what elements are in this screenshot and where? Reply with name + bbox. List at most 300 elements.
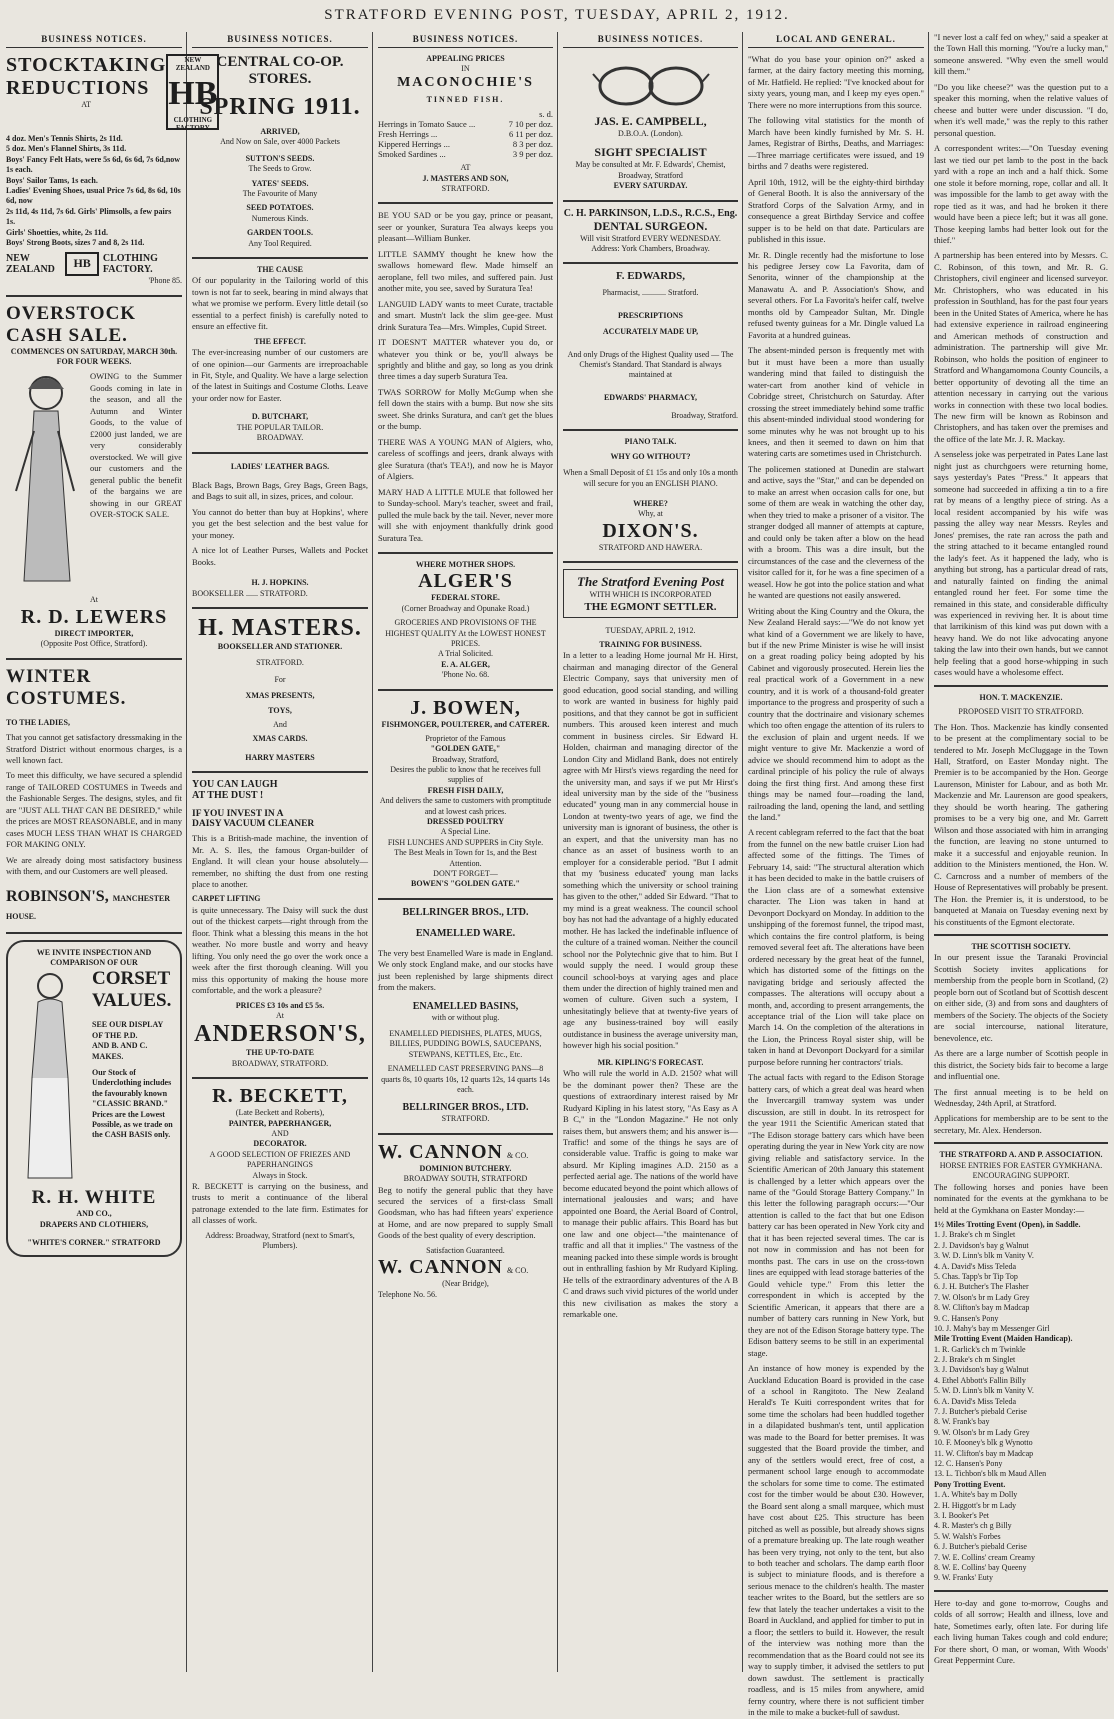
ad-title: TINNED FISH. [426, 94, 505, 104]
fish-item: Herrings in Tomato Sauce ... [378, 119, 476, 130]
ad-text: May be consulted at Mr. F. Edwards', Chemist, Broadway, Stratford [575, 160, 726, 180]
entry-item: 7. W. E. Collins' cream Creamy [934, 1552, 1035, 1562]
ad-text: Numerous Kinds. [251, 213, 309, 223]
article-subheading: PROPOSED VISIT TO STRATFORD. [958, 707, 1084, 717]
merchant-name: J. MASTERS AND SON, [422, 173, 509, 183]
entry-item: 2. H. Higgott's br m Lady [934, 1500, 1017, 1510]
fish-price: 6 11 per doz. [508, 129, 553, 140]
fish-item: Kippered Herrings ... [378, 139, 450, 150]
article-body: The first annual meeting is to be held on Wednesday, 24th April, at Stratford. [934, 1086, 1108, 1109]
ad-text: HARRY MASTERS [245, 752, 315, 762]
entry-item: 5. Chas. Tapp's br Tip Top [934, 1271, 1018, 1281]
ad-body: You cannot do better than buy at Hopkins', where you get the best selection and the best value for your money. [192, 506, 368, 540]
news-item: The policemen stationed at Dunedin are stalwart and active, says the "Star," and can be depended on to make an arrest when occasion calls for one, but some of them are weak in watching the other day, when they tried to make a prisoner of a visitor. The stranger dodged all manner of attempts at capture, and could only be taken after a blow on the head with a broom. This was a dire insult, but the circumstances of the case and the cleverness of the visitor called for it, for he was a fine specimen of a weasel. How he got into the police station and what he wanted are questions not easily answered. [748, 463, 924, 601]
ad-text: A Special Line. [440, 827, 491, 837]
entry-item: 6. J. Butcher's piebald Cerise [934, 1542, 1027, 1552]
ad-text: THE POPULAR TAILOR. [236, 422, 324, 432]
ad-text: BROADWAY, STRATFORD. [231, 1058, 329, 1068]
column-rule [372, 32, 373, 1672]
ad-body: And only Drugs of the Highest Quality used — The Chemist's Standard. That Standard is always maintained at [567, 349, 734, 380]
ad-subtitle: THE CAUSE [256, 264, 303, 274]
ad-text: WITH WHICH IS INCORPORATED [589, 590, 712, 600]
ad-subtitle: CARPET LIFTING [192, 894, 261, 904]
ad-text: STRATFORD AND HAWERA. [598, 542, 703, 552]
entry-item: 1. R. Garlick's ch m Twinkle [934, 1344, 1026, 1354]
price-header: s. d. [539, 109, 553, 120]
entry-item: 13. L. Tichbon's blk m Maud Allen [934, 1469, 1047, 1479]
merchant-name: H. J. HOPKINS. [251, 578, 309, 588]
entry-item: 11. W. Clifton's bay m Madcap [934, 1448, 1034, 1458]
ad-title: STOCKTAKING [6, 54, 167, 76]
ad-text: ACCURATELY MADE UP, [602, 327, 699, 337]
ad-body: THERE WAS A YOUNG MAN of Algiers, who, careless of scoffings and jeers, drank always with glee Suratura (that's TEA!), and now he is Mayor of Algiers. [378, 436, 553, 482]
article-subheading: HORSE ENTRIES FOR EASTER GYMKHANA. [939, 1160, 1103, 1170]
ad-body: This is a British-made machine, the invention of Mr. A. S. Iles, the famous Organ-builder of England. It will clean your house absolutely—remember, no shifting the dust from one resting place to another. [192, 833, 368, 889]
ad-body: Black Bags, Brown Bags, Grey Bags, Green Bags, and Bags to suit all, in sizes, prices, and colour. [192, 479, 368, 502]
corset-ad [6, 940, 182, 1257]
ad-text: SUTTON'S SEEDS. [245, 153, 315, 163]
list-item: Girls' Shoetties, white, 2s 11d. [6, 227, 109, 237]
news-item: Writing about the King Country and the Okura, the New Zealand Herald says:—"We do not know yet what kind of a Government we are likely to have, but if the new Prime Minister is wise he will insist on a great roading policy being adopted by his Cabinet and vigorously prosecuted. Herein lies the real practical work of a Government in a new country, and it is work of a thousand-fold greater importance to the progress and prosperity of such a country that the doctrinaire and visionary schemes which too often engage the attention of its rulers to the exclusion of plain and urgent needs. If we might venture to give Mr. Mackenzie a word of advice we should recommend him to adopt as the cardinal principle of his policy the rule of always doing the first thing first. And among these first things may be named four—roading the land, railroading the land, opening the land, and settling the land." [748, 605, 924, 822]
ad-text: SEE OUR DISPLAY OF THE P.D. [92, 1020, 163, 1040]
ad-text: STRATFORD. [441, 1114, 490, 1124]
ad-text: At [276, 1011, 284, 1020]
column-2 [188, 32, 372, 1672]
merchant-name: D. BUTCHART, [251, 412, 309, 422]
paper-nameplate [563, 569, 738, 617]
central-stores-ad [192, 54, 368, 249]
piano-ad [563, 437, 738, 553]
list-item: Ladies' Evening Shoes, usual Price 7s 6d, 8s 6d, 10s 6d, now [6, 185, 181, 206]
ad-text: GROCERIES AND PROVISIONS OF THE HIGHEST QUALITY At the LOWEST HONEST PRICES. [385, 618, 546, 648]
ad-text: PAINTER, PAPERHANGER, [228, 1118, 332, 1128]
ad-title: SIGHT SPECIALIST [594, 145, 707, 160]
ad-text: DRESSED POULTRY [427, 817, 504, 827]
section-heading: BUSINESS NOTICES. [563, 32, 738, 48]
ad-text: & CO. [506, 1150, 529, 1160]
ad-text: CLOTHING FACTORY. [102, 253, 158, 276]
ad-text: WHERE? [633, 499, 668, 509]
list-item: 2s 11d, 4s 11d, 7s 6d. Girls' Plimsolls, a few pairs 1s. [6, 206, 172, 227]
news-item: "I never lost a calf fed on whey," said a speaker at the Town Hall this morning. "You're a lucky man," someone answered. "Why even the smell would kill them." [934, 32, 1108, 77]
ad-text: AT [81, 100, 92, 109]
article-body: In our present issue the Taranaki Provincial Scottish Society invites applications for membership from the people born in Scotland, (2) people born out of Scotland but of Scottish descent on either side, (3) and from sons and daughters of members of the Society. The objects of the Society are social intercourse, national literature, benevolence, etc. [934, 952, 1108, 1043]
entries-list [934, 1490, 1108, 1584]
ad-text: BROADWAY SOUTH, STRATFORD [403, 1174, 528, 1184]
ad-text: Any Tool Required. [248, 238, 312, 248]
entry-item: 3. I. Booker's Pet [934, 1510, 989, 1520]
column-1 [2, 32, 218, 1672]
entry-item: 2. J. Brake's ch m Singlet [934, 1355, 1016, 1365]
ad-body: The very best Enamelled Ware is made in England. We only stock England make, and our stocks have just been replenished by large shipments direct from the makers. [378, 947, 553, 993]
beckett-ad [192, 1085, 368, 1251]
article-body: The Hon. Thos. Mackenzie has kindly consented to be present at the complimentary social to be tendered to Mr. Joseph McCluggage in the Town Hall, Stratford, on Easter Monday night. The Premier is to be accompanied by the Hon. George Laurenson, Minister for Labour, and as both Mr. Mackenzie and Mr. Laurenson are good speakers, they should be worth hearing. The gathering promises to be a very big one, and Mr. Garrett Wilson and those associated with him in arranging the function, are leaving no stone unturned to make it a successful and enjoyable reunion. In addition to the Ministers mentioned, the Hon. W. C. Carncross and a number of members of the House of Representatives will probably be present. The Hon. the Premier is, it is understood, to be banqueted at Manaia on Tuesday evening next by his constituents of the Egmont electorate. [934, 721, 1108, 927]
merchant-name: JAS. E. CAMPBELL, [594, 114, 707, 128]
fish-item: Smoked Sardines ... [378, 149, 446, 160]
ad-title: CENTRAL CO-OP. STORES. [216, 54, 344, 87]
merchant-name: F. EDWARDS, [616, 270, 685, 283]
entry-item: 3. W. D. Linn's blk m Vanity V. [934, 1251, 1034, 1261]
ad-text: The Seeds to Grow. [248, 164, 312, 174]
ad-text: A GOOD SELECTION OF FRIEZES AND PAPERHANGINGS [209, 1149, 351, 1170]
logo-text: NEW ZEALAND [175, 56, 210, 72]
ad-text: EVERY SATURDAY. [613, 181, 688, 191]
advert-verse: Here to-day and gone to-morrow, Coughs and colds of all sorrow; Health and illness, love and hate, Sometimes early, often late. For during life each living human Takes cough and cold endure; For there short, O man, or woman, With Woods' Great Peppermint Cure. [934, 1597, 1108, 1666]
article-heading: HON. T. MACKENZIE. [979, 692, 1063, 702]
tailor-ad [192, 265, 368, 444]
news-item: "What do you base your opinion on?" asked a farmer, at the dairy factory meeting this morning, of Mr. Hatfield. He replied: "I've knocked about for sixty years, young man, and I keep my eyes open." There were no more interruptions from this source. [748, 54, 924, 110]
merchant-name: DIXON'S. [602, 519, 699, 542]
ad-text: & CO. [506, 1266, 529, 1276]
masters-ad [192, 615, 368, 763]
phone: Telephone No. 56. [378, 1289, 437, 1299]
suratura-ads [378, 210, 553, 544]
woman-illustration [6, 371, 84, 591]
merchant-name: R. H. WHITE [31, 1187, 157, 1209]
merchant-name: H. MASTERS. [198, 615, 362, 641]
ad-text: AND CO., [76, 1209, 112, 1219]
column-5 [744, 32, 928, 1718]
ad-text: NEW ZEALAND [6, 253, 55, 276]
news-item: A senseless joke was perpetrated in Pates Lane last night just as churchgoers were returning home, says yesterday's Pates "Press." It appears that someone had succeeded in affixing a tin to a fire rat by means of a lengthy piece of string. As a local resident accompanied by his wife was passing the alley way near Messrs. Reyles and Jones' premises, the rate ran across the path and the string attached to it became entangled round the lady's feet. As it happened the lady, who is anything but strong, has a particular dread of rats, and naturally fainted on finding the animal entangled round her feet. For some time the remained in this state, and considerable difficulty was experienced in reviving her. It is about time that larrikinism of this kind was put down with a heavy hand. We do not like advocating anyone taking the law into their own hands, but we cannot help feeling that a good horse-whipping in such cases would have a wholesome effect. [934, 449, 1108, 678]
entry-item: 9. C. Hansen's Pony [934, 1313, 999, 1323]
ad-body: OWING to the Summer Goods coming in late in the season, and all the Autumn and Winter Goods, to the value of £2000 just landed, we are very considerably overstocked. We will give our customers and the general public the benefit of the bargains we are showing in our GREAT OVER-STOCK SALE. [90, 371, 182, 520]
ad-text: (Opposite Post Office, Stratford). [40, 639, 148, 649]
section-heading: BUSINESS NOTICES. [192, 32, 368, 48]
section-heading: LOCAL AND GENERAL. [748, 32, 924, 48]
column-3 [374, 32, 557, 1672]
ad-text: "WHITE'S CORNER." STRATFORD [27, 1238, 161, 1248]
article-heading: THE STRATFORD A. AND P. ASSOCIATION. [939, 1150, 1103, 1160]
ad-body: When a Small Deposit of £1 15s and only 10s a month will secure for you an ENGLISH PIANO. [563, 468, 738, 488]
entry-item: 8. W. Clifton's bay m Madcap [934, 1303, 1030, 1313]
leather-bags-ad [192, 462, 368, 599]
column-6 [930, 32, 1112, 1672]
bellringer-ad [378, 906, 553, 1125]
column-rule [557, 32, 558, 1672]
entries-list [934, 1345, 1108, 1480]
entry-item: 8. W. Frank's bay [934, 1417, 990, 1427]
ad-title: DAISY VACUUM CLEANER [192, 819, 315, 830]
ad-text: FEDERAL STORE. [431, 593, 500, 603]
merchant-name: R. D. LEWERS [20, 605, 168, 628]
ad-title: VALUES. [92, 990, 172, 1012]
column-rule [186, 32, 187, 1672]
ad-text: BROADWAY. [256, 433, 304, 443]
entry-item: 5. W. D. Linn's blk m Vanity V. [934, 1386, 1034, 1396]
masthead: STRATFORD EVENING POST, TUESDAY, APRIL 2, 1912. [324, 7, 790, 23]
list-item: Boys' Strong Boots, sizes 7 and 8, 2s 11d. [6, 237, 145, 247]
ad-title: WINTER COSTUMES. [6, 665, 127, 709]
ad-text: AND [271, 1128, 289, 1138]
entry-item: 7. J. Butcher's piebald Cerise [934, 1407, 1027, 1417]
ad-text: Will visit Stratford EVERY WEDNESDAY. [580, 233, 721, 243]
ad-body: Of our popularity in the Tailoring world of this town is not far to seek, bearing in mind always that what we promise we perform. Every little detail (so essential to a perfect finish) is carefully noted to ensure an effective fit. [192, 275, 368, 332]
ad-text: SEED POTATOES. [246, 203, 314, 213]
ad-text: The Favourite of Many [242, 188, 318, 198]
ad-text: DIRECT IMPORTER, [54, 628, 134, 638]
ad-body: That you cannot get satisfactory dressmaking in the Stratford District without enormous charges, is a well known fact. [6, 732, 182, 765]
ad-text: DECORATOR. [253, 1139, 307, 1149]
article-subheading: ENCOURAGING SUPPORT. [972, 1171, 1070, 1181]
vacuum-ad [192, 779, 368, 1069]
news-item: The following vital statistics for the month of March have been kindly furnished by Mr. S. H. James, Registrar of Births, Deaths, and Marriages:—Three marriage certificates were issued, and 19 births and 7 deaths were registered. [748, 115, 924, 172]
ad-text: GARDEN TOOLS. [247, 228, 313, 238]
article-heading: MR. KIPLING'S FORECAST. [597, 1057, 704, 1067]
list-item: Boys' Sailor Tams, 1s each. [6, 175, 98, 185]
ad-text: A Trial Solicited. [438, 649, 493, 659]
maconochie-ad [378, 54, 553, 194]
article-body: Who will rule the world in A.D. 2150? what will be the dominant power then? These are the questions of extraordinary interest raised by Mr Rudyard Kipling in his latest story, "As Easy as A B C," in the "London Magazine." He not only raises them, but answers them; and his answer is—Traffic! and some of the things he says are of considerable value. Traffic is going to make war absurd. Mr Kipling imagines A.D. 2150 as a perfected aerial age. The nations of the world have become educated beyond the point which allows of international jealousies and wars; and have appointed one Board, the Aerial Board of Control, to manage their public affairs. This Board has but one law and one object—"the maintenance of traffic and all that it implies." The vastness of the meaning packed into these simple words is brought out in enthralling fashion by Mr Rudyard Kipling. He tells of the extraordinary adventures of the A B C and draws such vivid pictures of the world under this new civilisation as makes the story a remarkable one. [563, 1068, 738, 1320]
campbell-ad [563, 54, 738, 192]
ad-text: Proprietor of the Famous [425, 733, 506, 743]
ad-body: The ever-increasing number of our customers are of one opinion—our Garments are irreproachable in Fit, Style, and Quality. We have a large selection of the latest in Suitings and Costume Cloths. Leave your order now for Easter. [192, 347, 368, 403]
list-item: 4 doz. Men's Tennis Shirts, 2s 11d. [6, 134, 123, 143]
article-body: In a letter to a leading Home journal Mr H. Hirst, chairman and managing director of the General Electric Company, says that university men of good education, good social standing, and willing to work are wanted in business for highly paid positions, and that they cannot be got in sufficient numbers. This aroused keen interest and much comment in business circles. Sir Edward H. Holden, chairman and managing director of the London City and Midland Bank, does not entirely agree with Mr Hirst's views regarding the need for the university man, and says if we put Mr Hirst's ideal university man by the side of the "business educated" young man in any commercial house in London at twenty-two years of age, we find the university man is ignorant of business, the other is an expert, and that the university man has no chance as an asset of business worth to an employer for a considerable period. "But I admit that my 'business educated' young man lacks something which the university or school training has given to the other," added Sir Edward. "That to my mind is a great weakness. The council school boy has not had the advantage of a highly educated mother. He has lacked the indefinable influence of the culture of a trained woman. Neither the council school nor the Polytechnic give that to him. But I would supply the need. I would group these council school-boys at varying ages and place them under the direction of highly trained men and women of culture. Given such a system, I unhesitatingly believe that at twenty-five years of age any business-trained boy will easily outdistance in business the average university man, however high his social position." [563, 650, 738, 1051]
ad-text: DOMINION BUTCHERY. [419, 1163, 512, 1173]
ad-text: THE EGMONT SETTLER. [584, 600, 717, 613]
ad-body: LANGUID LADY wants to meet Curate, tractable and smart. Mustn't lack the slim gee-gee. Must drink Suratura Tea—Mrs. Wimples, Cupid Street. [378, 298, 553, 332]
dental-ad [563, 208, 738, 255]
ad-text: Always in Stock. [252, 1170, 308, 1180]
ad-subtitle: COMMENCES ON SATURDAY, MARCH 30th. [10, 346, 178, 356]
overstock-ad [6, 303, 182, 650]
column-4 [559, 32, 742, 1672]
ad-title: AT THE DUST ! [192, 790, 264, 802]
article-body: The following horses and ponies have been nominated for the events at the gymkhana to be held at the Gymkhana on Easter Monday:— [934, 1181, 1108, 1215]
ad-text: with or without plug. [431, 1012, 500, 1022]
entry-item: 4. Ethel Abbott's Fallin Billy [934, 1375, 1026, 1385]
column-rule [742, 32, 743, 1672]
entry-item: 10. F. Mooney's blk g Wynotto [934, 1438, 1033, 1448]
fish-price: 3 9 per doz. [512, 149, 553, 160]
merchant-name: C. H. PARKINSON, L.D.S., R.C.S., Eng. [563, 207, 738, 219]
edwards-ad [563, 270, 738, 421]
ad-text: For [274, 674, 286, 684]
ad-body: is quite unnecessary. The Daisy will suck the dust out of the thickest carpets—right through from the floor. Think what a blessing this means in the hot weather. No more bustle and worry and heavy lifting. You only need the go over the work once a week after the first thorough cleaning. Will you miss this opportunity of making the house more comfortable, and the work a pleasure? [192, 904, 368, 996]
ad-text: APPEALING PRICES [426, 54, 505, 63]
ad-body: We are already doing most satisfactory business with them, and our Customers are well pleased. [6, 854, 182, 877]
ad-text: MANCHESTER HOUSE. [6, 893, 171, 921]
entries-list [934, 1230, 1108, 1334]
ad-body: R. BECKETT is carrying on the business, and trusts to merit a continuance of the liberal patronage extended to the late firm. Estimates for all classes of work. [192, 1180, 368, 1226]
ad-title: ENAMELLED BASINS, [412, 1000, 519, 1012]
article-heading: THE SCOTTISH SOCIETY. [971, 942, 1071, 951]
article-body: Applications for membership are to be sent to the secretary, Mr. Alex. Henderson. [934, 1113, 1108, 1135]
ad-text: Pharmacist, ............ Stratford. [602, 288, 699, 298]
entry-item: 10. J. Mahy's bay m Messenger Girl [934, 1323, 1050, 1333]
ad-title: REDUCTIONS [6, 77, 150, 99]
fish-price: 8 3 per doz. [512, 139, 553, 150]
ad-text: IN [461, 64, 470, 74]
ad-text: (Late Beckett and Roberts), [235, 1108, 325, 1118]
corset-illustration [14, 968, 86, 1183]
ad-text: And Now on Sale, over 4000 Packets [220, 137, 340, 147]
ad-text: BOOKSELLER AND STATIONER. [217, 642, 343, 651]
ad-text: FISH LUNCHES AND SUPPERS in City Style. [387, 837, 544, 847]
section-heading: BUSINESS NOTICES. [378, 32, 553, 48]
ad-title: LADIES' LEATHER BAGS. [230, 461, 330, 471]
news-item: A correspondent writes:—"On Tuesday evening last we tied our pet lamb to the post in the back yard with a rope an inch and a half thick. Some one stole it before morning, rope, collar and all. It was impossible for the lamb to get away with the rope tied as it was, and had he broken it there would have been a piece left; but it was all gone. Those keeping lambs had better look out for the thief." [934, 143, 1108, 245]
entry-item: 6. J. H. Butcher's The Flasher [934, 1282, 1029, 1292]
ad-text: ENAMELLED PIEDISHES, PLATES, MUGS, BILLIES, PUDDING BOWLS, SAUCEPANS, STEWPANS, KETTLES, Etc., Etc. [389, 1029, 542, 1059]
ad-subtitle: WHY GO WITHOUT? [610, 451, 691, 461]
entry-item: 6. A. David's Miss Teleda [934, 1396, 1017, 1406]
entry-item: 4. R. Master's ch g Billy [934, 1521, 1012, 1531]
ad-text: DRAPERS AND CLOTHIERS, [39, 1219, 149, 1229]
ad-text: Broadway, Stratford. [671, 411, 738, 421]
ad-text: The Best Meals in Town for 1s, and the Best Attention. [394, 848, 537, 868]
ad-body: To meet this difficulty, we have secured a splendid range of TAILORED COSTUMES in Tweeds and the Fashionable Serges. The designs, styles, and fit are "JUST ALL THAT CAN BE DESIRED," while the prices are MOST REASONABLE, and in many cases MUCH LESS THAN WHAT IS CHARGED FOR MAKING ONLY. [6, 770, 182, 850]
ad-body: IT DOESN'T MATTER whatever you do, or whatever you think or be, you'll always be sprightly and blithe and gay, so long as you drink three times a day superb Suratura Tea. [378, 337, 553, 382]
ad-title: DENTAL SURGEON. [593, 218, 708, 233]
news-item: A partnership has been entered into by Messrs. C. C. Robinson, of this town, and Mr. R. G. Christophers, civil engineer and licensed surveyor. Mr. Christophers, who was educated in his profession in Southland, has for the past four years been in the United States of America, where he has had extensive experience in railroad engineering and American methods of construction and administration. The partnership will give Mr. Robinson, who holds the position of engineer to Stratford and Whangamomona County Councils, a better opportunity of devoting all the time an attention necessary in carrying out the various works in connection with these two local bodies. The new firm will be known as Robinson and Christophers, and has taken over the premises and the office of the late Mr. J. R. Mackay. [934, 250, 1108, 444]
ad-text: And delivers the same to customers with promptitude and at lowest cash prices. [379, 796, 552, 816]
bowen-ad [378, 697, 553, 890]
news-item: "Do you like cheese?" was the question put to a speaker this morning, when the relative values of cheese and butter were under discussion. "I do, when it's well made," was the reply to this rather personal question. [934, 81, 1108, 138]
ad-text: Address: York Chambers, Broadway. [591, 243, 710, 253]
merchant-name: ALGER'S [418, 570, 513, 593]
event-title: Pony Trotting Event. [934, 1479, 1006, 1489]
ad-text: STRATFORD. [441, 183, 490, 193]
ad-body: LITTLE SAMMY thought he knew how the swallows homeward flew. Made himself an aeroplane, fell two miles, and suffered pain. Just another mite, you see, saved by Suratura Tea! [378, 248, 553, 294]
ad-title: ENAMELLED WARE. [415, 927, 516, 939]
phone: 'Phone No. 68. [441, 670, 490, 680]
entry-item: 9. W. Olson's br m Lady Grey [934, 1427, 1030, 1437]
ad-title: PIANO TALK. [624, 437, 677, 447]
news-item: An instance of how money is expended by the Auckland Education Board is provided in the case of a school in Rangitoto. The New Zealand Herald's Te Kuiti correspondent writes that for some time the scholars had been huddled together in a dilapidated bushman's tent, until application was made to the Board for better premises. It was suggested that the Board provide the timber, and any of the settlers would erect, free of cost, a permanent school large enough to accommodate the scholars for some time to come. The estimated cost for the timber would be about £30. However, the Board sent along a small marquee, which must have cost about £25. This structure has been pitched as well as possible, but already shows signs of a premature breaking up. The late rough weather has been very trying, not only to the tent, but also to both teacher and scholars. The damp earth floor is subject to miniature floods, and is therefore a serious menace to the children's health. The master teacher writes to the Board, but the settlers are so few that lately the teacher undertakes a visit to the Board in Auckland, and applied for timber to put in a floor; the settlers to build it. However, the result of the interview was nothing more than the recommendation that as the Board could not see its way to supply timber, it advised the settlers to put down sawdust. The settlement is practically roadless, and is 15 miles from anywhere, amid ferny country, where there is not sufficient timber in the mile to make a bucket-full of sawdust. [748, 1363, 924, 1718]
winter-costumes-ad [6, 666, 182, 924]
ad-text: WHERE MOTHER SHOPS. [415, 560, 516, 569]
ad-text: PRESCRIPTIONS [618, 310, 683, 320]
event-title: Mile Trotting Event (Maiden Handicap). [934, 1334, 1073, 1344]
ad-body: Beg to notify the general public that they have secured the services of a first-class Small Goodsman, who has had fifteen years' experience at Home, and are now prepared to supply Small Goods of the best quality of every description. [378, 1184, 553, 1241]
ad-text: At [90, 595, 98, 605]
ad-text: THE UP-TO-DATE [246, 1048, 314, 1058]
ad-text: EDWARDS' PHARMACY, [603, 392, 698, 402]
price: PRICES £3 10s and £5 5s. [235, 1000, 325, 1010]
ad-text: And [273, 719, 287, 729]
ad-text: (Near Bridge), [442, 1279, 489, 1289]
article-heading: TRAINING FOR BUSINESS. [599, 639, 702, 649]
merchant-name: ROBINSON'S, [6, 887, 109, 905]
ad-text: XMAS CARDS. [252, 734, 308, 744]
paper-date: TUESDAY, APRIL 2, 1912. [605, 625, 696, 635]
logo-text: CLOTHING FACTORY [173, 116, 213, 132]
ad-title: SPRING 1911. [199, 94, 361, 120]
merchant-name: BELLRINGER BROS., LTD. [402, 906, 529, 918]
fish-item: Fresh Herrings ... [378, 129, 438, 140]
section-heading: BUSINESS NOTICES. [6, 32, 182, 48]
ad-text: (Corner Broadway and Opunake Road.) [401, 603, 530, 613]
event-title: 1½ Miles Trotting Event (Open), in Saddle. [934, 1220, 1081, 1229]
ad-text: BOWEN'S "GOLDEN GATE." [411, 879, 520, 889]
entry-item: 3. J. Davidson's bay g Walnut [934, 1365, 1029, 1375]
spectacles-icon [591, 54, 711, 114]
entry-item: 5. W. Walsh's Forbes [934, 1531, 1001, 1541]
merchant-name: ANDERSON'S, [194, 1021, 366, 1048]
ad-title: MACONOCHIE'S [397, 74, 534, 90]
stocktaking-ad [6, 54, 218, 287]
cannon-ad [378, 1141, 553, 1300]
ad-text: "GOLDEN GATE," [430, 744, 501, 754]
ad-text: WE INVITE INSPECTION AND [36, 947, 152, 957]
article-body: As there are a large number of Scottish people in this district, the Society bids fair to become a large and influential one. [934, 1048, 1108, 1082]
entry-item: 8. W. E. Collins' bay Queeny [934, 1562, 1027, 1572]
entry-item: 4. A. David's Miss Teleda [934, 1261, 1017, 1271]
list-item: Boys' Fancy Felt Hats, were 5s 6d, 6s 6d, 7s 6d,now 1s each. [6, 154, 181, 175]
news-item: A recent cablegram referred to the fact that the boat from the funnel on the new battle cruiser Lion had affected some of the fittings. The Times of February 14, said: "The structural alteration which it has been decided to make in the battle cruisers of the Lion class are of a somewhat extensive character. The Lion was taken in hand at Devonport Dockyard on Monday. In addition to the unshipping of the foremost funnel, the tripod mast, which contains the fire control platform, is being removed several feet aft. The alterations have been ordered necessary by the great heat of the funnel, which has distorted some of the fittings on the navigating bridge and seriously affected the compasses. The alterations will occupy about a month, and, according to present arrangements, the acceptance trial of the Lion will take place on March 14. On the completion of the alterations in the Lion, the Princess Royal sister ship, will be taken in hand at Devonport Dockyard for a similar purpose before running her contractors' trials. [748, 827, 924, 1067]
news-item: The actual facts with regard to the Edison Storage battery cars, of which a great deal was heard when the Invercargill tramway system was under discussion, are still in doubt. In its retrospect for the year 1911 the Scientific American stated that "The Edison storage battery cars which have been operating during the year in New York city are now giving reliable and satisfactory service. In the Scientific American of 20th January this statement is challenged by a letter which appears over the name of the "Gould Storage Battery Company." In this letter the following paragraph occurs:—"Our attention is called to the fact that but one Edison battery car has been operated in New York city and that it has been rejected several times. The car is not now in commission and has not been for months past. The cars in use on the cross-town lines are equipped with lead storage batteries of the Gould vehicle type." From this letter the correspondent in which is accepted by the Scientific American, it appears that there are a number of battery cars running in New York, but they are not of the Edison Storage battery type. The Edison battery seems to be still in an experimental stage. [748, 1072, 924, 1358]
ad-text: DON'T FORGET— [433, 868, 498, 878]
list-item: 5 doz. Men's Flannel Shirts, 3s 11d. [6, 144, 127, 154]
entry-item: 1. J. Brake's ch m Singlet [934, 1230, 1016, 1240]
ad-text: Why, at [638, 509, 663, 519]
news-item: April 10th, 1912, will be the eighty-third birthday of General Booth. It is also the anniversary of the Stratford Corps of the Salvation Army, and in consequence a great Birthday Service and coffee supper is to be held on that date. Particulars are published in this issue. [748, 176, 924, 245]
ad-text: E. A. ALGER, [441, 659, 490, 669]
ad-text: Broadway, Stratford, [432, 754, 499, 764]
fish-price: 7 10 per doz. [508, 119, 553, 130]
ad-text: Address: Broadway, Stratford (next to Smart's, Plumbers). [205, 1230, 355, 1251]
entry-item: 2. J. Davidson's bay g Walnut [934, 1240, 1029, 1250]
logo-text: HB [168, 75, 218, 112]
ad-text: AND B. AND C. MAKES. [92, 1041, 148, 1061]
ad-text: TOYS, [268, 705, 292, 715]
column-rule [928, 32, 929, 1672]
ad-body: Our Stock of Underclothing includes the favourably known "CLASSIC BRAND." Prices are the Lowest Possible, as we trade on the CASH BASIS only. [92, 1068, 173, 1140]
algers-ad [378, 560, 553, 681]
ad-text: D.B.O.A. (London). [618, 129, 683, 138]
ad-text: STRATFORD. [256, 658, 304, 668]
merchant-name: BELLRINGER BROS., LTD. [402, 1102, 529, 1114]
ad-subtitle: FOR FOUR WEEKS. [56, 357, 132, 367]
ad-text: YATES' SEEDS. [251, 178, 309, 188]
ad-text: FISHMONGER, POULTERER, and CATERER. [381, 719, 550, 729]
news-item: Mr. R. Dingle recently had the misfortune to lose his pedigree Jersey cow La Favorita, dam of Senorita, winner of the championship at the Manawatu A. and P. Association's Show, and several others. For La Favorita's heifer calf, twelve months old by Campeador Sultan, Mr. Dingle refused twenty guineas for a Mr. Dingle valued La Favorita at a hundred guineas. [748, 249, 924, 340]
entry-item: 9. W. Franks' Euty [934, 1573, 993, 1583]
ad-text: BOOKSELLER ...... STRATFORD. [192, 588, 308, 598]
ad-title: YOU CAN LAUGH [192, 779, 278, 791]
ad-body: TWAS SORROW for Molly McGump when she fell down the stairs with a bump. But now she sits sweet. She drinks Suratura, and can't get the blues or the bump. [378, 386, 553, 432]
entry-item: 1. A. White's bay m Dolly [934, 1490, 1018, 1500]
ad-text: XMAS PRESENTS, [245, 691, 315, 701]
ad-subtitle: THE EFFECT. [254, 336, 306, 346]
ad-title: IF YOU INVEST IN A [192, 809, 284, 820]
merchant-name: W. CANNON [378, 1140, 503, 1163]
entry-item: 12. C. Hansen's Pony [934, 1458, 1003, 1468]
news-item: The absent-minded person is frequently met with but it must have been a more than usually wandering mind that failed to distinguish the water-cart from another kind of vehicle in Cobridge street, Christchurch on Saturday. After crossing the street immediately behind some traffic this absent-minded individual stood wondering for some minutes why he was not brought up to his knees, and then it seemed to dawn on him that watering carts are sometimes used in Christchurch. [748, 345, 924, 459]
ad-text: Satisfaction Guaranteed. [426, 1245, 505, 1255]
ad-text: COMPARISON OF OUR [50, 958, 138, 968]
ad-title: OVERSTOCK CASH SALE. [6, 302, 137, 346]
ad-text: FRESH FISH DAILY, [427, 785, 504, 795]
ad-text: AT [460, 163, 471, 173]
ad-body: A nice lot of Leather Purses, Wallets and Pocket Books. [192, 545, 368, 567]
hb-logo-small: HB [65, 252, 99, 276]
paper-name: The Stratford Evening Post [577, 574, 724, 590]
merchant-name: R. BECKETT, [212, 1085, 348, 1108]
ad-text: ARRIVED, [260, 127, 300, 136]
ad-body: BE YOU SAD or be you gay, prince or peasant, seer or younker, Suratura Tea always keeps you pleasant—William Bunker. [378, 210, 553, 244]
merchant-name: W. CANNON [378, 1256, 503, 1279]
ad-text: ENAMELLED CAST PRESERVING PANS—8 quarts 8s, 10 quarts 10s, 12 quarts 12s, 14 quarts 14s each. [381, 1064, 550, 1094]
ad-subtitle: TO THE LADIES, [6, 717, 70, 727]
ad-text: Desires the public to know that he receives full supplies of [390, 765, 541, 785]
ad-title: CORSET [92, 968, 171, 990]
entry-item: 7. W. Olson's br m Lady Grey [934, 1292, 1030, 1302]
merchant-name: J. BOWEN, [410, 696, 521, 719]
phone: 'Phone 85. [148, 276, 182, 286]
